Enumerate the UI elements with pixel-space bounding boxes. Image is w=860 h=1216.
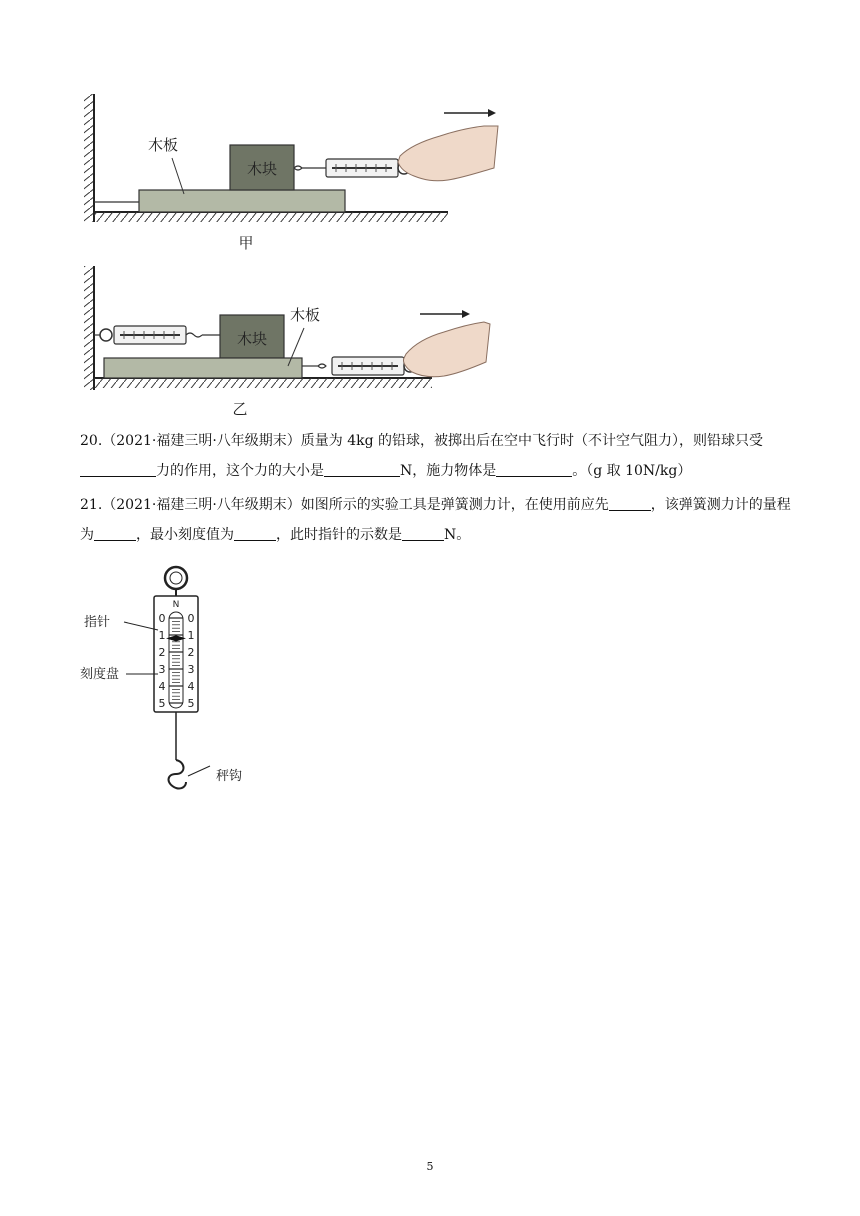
wall [84, 94, 94, 222]
answer-blank[interactable] [80, 460, 156, 477]
pointer-label: 指针 [84, 615, 111, 630]
hand-jia [398, 126, 498, 181]
question-number: 21. [80, 497, 103, 513]
wall [84, 266, 94, 390]
top-ring [165, 567, 187, 589]
hook [169, 760, 187, 789]
scale-number: 1 [187, 629, 195, 642]
answer-blank[interactable] [324, 460, 400, 477]
scale-number: 3 [187, 663, 195, 676]
question-source: （2021·福建三明·八年级期末） [102, 433, 301, 449]
hand-yi [403, 322, 490, 377]
figure-jia [60, 88, 520, 258]
question-20: 20.（2021·福建三明·八年级期末）质量为 4kg 的铅球，被掷出后在空中飞行时（不计空气阻力），则铅球只受力的作用，这个力的大小是 N，施力物体是 。（g 取 10N/kg） [80, 433, 764, 479]
dial-label: 刻度盘 [80, 667, 120, 682]
scale-number: 5 [187, 697, 195, 710]
unit-label: N [172, 600, 180, 610]
figure-yi [60, 262, 520, 422]
answer-blank[interactable] [94, 524, 136, 541]
ground [94, 378, 432, 388]
scale-number: 0 [187, 612, 195, 625]
scale-number: 4 [187, 680, 195, 693]
wooden-board [139, 190, 345, 212]
scale-number: 3 [158, 663, 166, 676]
page-number: 5 [426, 1160, 434, 1173]
spring-scale-diagram [80, 560, 280, 800]
block-label: 木块 [246, 160, 278, 178]
caption-yi: 乙 [232, 400, 248, 418]
caption-jia: 甲 [238, 234, 254, 252]
scale-number: 0 [158, 612, 166, 625]
scale-number: 2 [187, 646, 195, 659]
spring-scale-jia [326, 159, 410, 177]
answer-blank[interactable] [609, 494, 651, 511]
question-source: （2021·福建三明·八年级期末） [102, 497, 301, 513]
answer-blank[interactable] [496, 460, 572, 477]
scale-number: 2 [158, 646, 166, 659]
board-label: 木板 [148, 136, 179, 154]
question-number: 20. [80, 433, 103, 449]
hook-label: 秤钩 [216, 769, 243, 784]
answer-blank[interactable] [402, 524, 444, 541]
scale-number: 5 [158, 697, 166, 710]
spring-scale-yi-left [114, 326, 186, 344]
scale-number: 4 [158, 680, 166, 693]
block-label: 木块 [236, 330, 268, 348]
answer-blank[interactable] [234, 524, 276, 541]
wooden-board [104, 358, 302, 378]
ground [94, 212, 448, 222]
question-21: 21.（2021·福建三明·八年级期末）如图所示的实验工具是弹簧测力计，在使用前应先 ，该弹簧测力计的量程为 ，最小刻度值为 ，此时指针的示数是 N。 [80, 490, 792, 550]
board-label: 木板 [290, 306, 321, 324]
scale-number: 1 [158, 629, 166, 642]
